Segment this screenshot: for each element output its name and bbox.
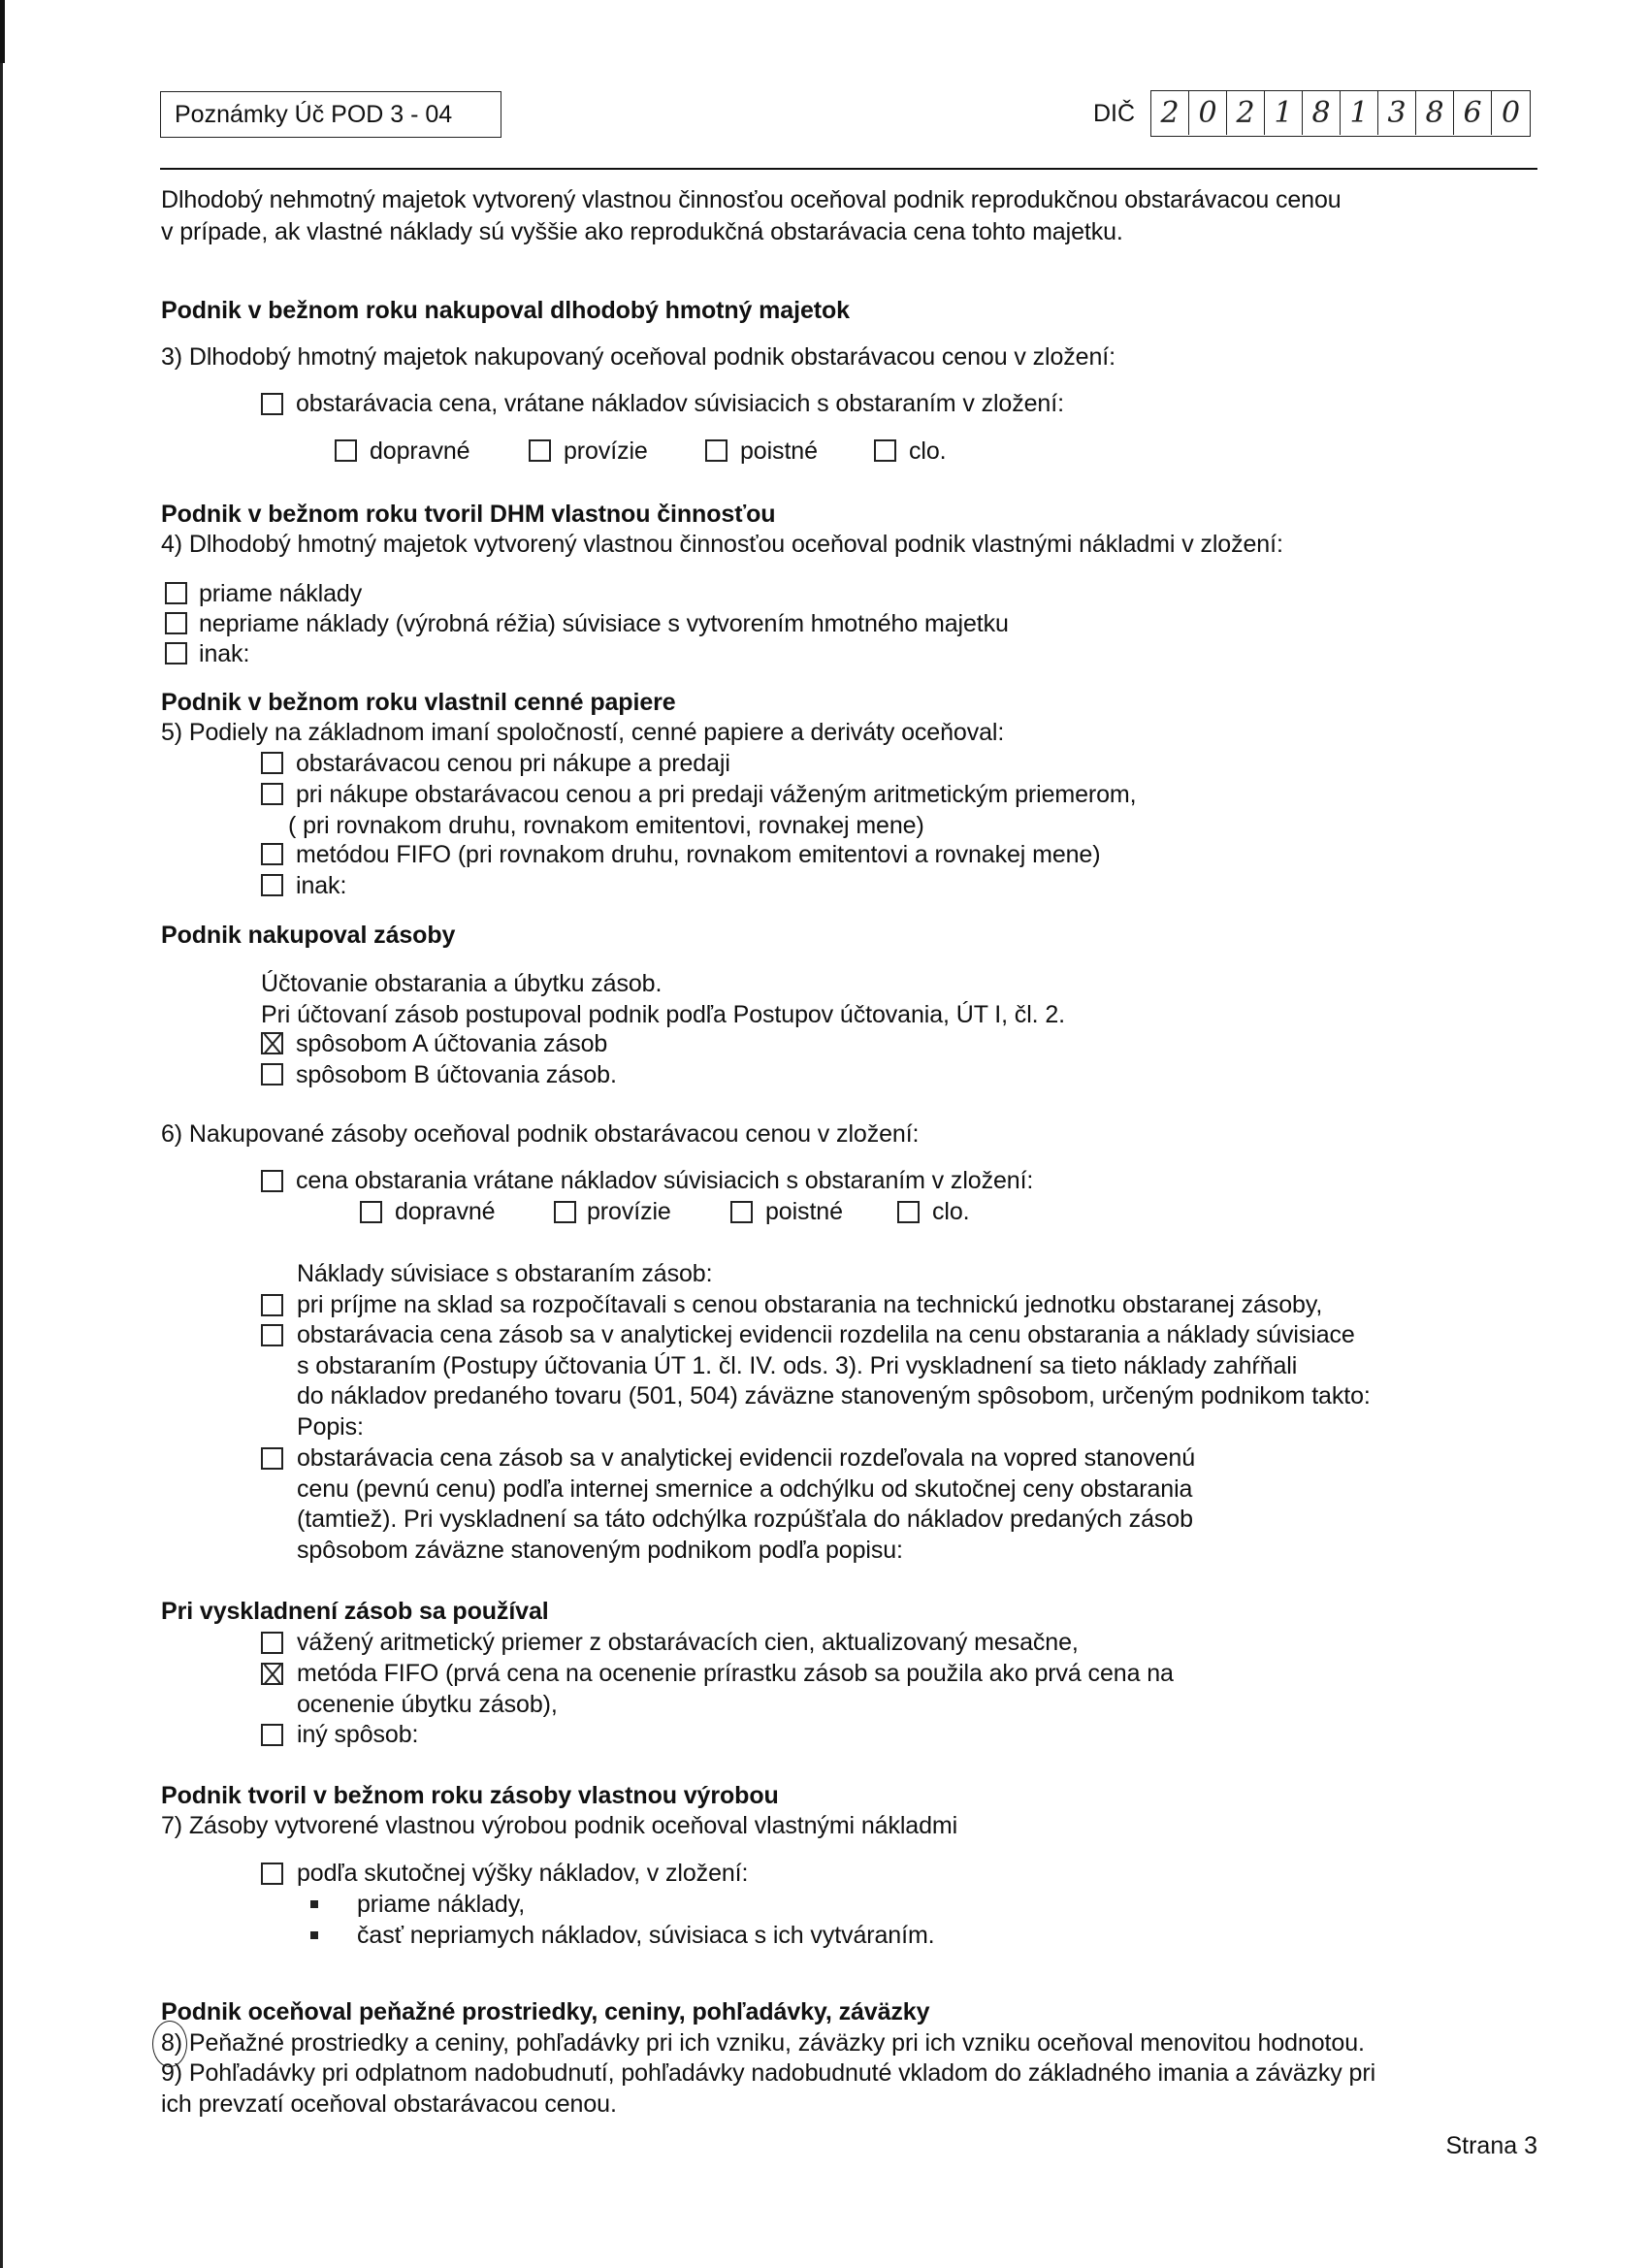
section5-option-checkbox[interactable]	[261, 783, 283, 805]
section6-cost-line: pri príjme na sklad sa rozpočítavali s cenou obstarania na technickú jednotku obstaranej zásoby,	[297, 1291, 1323, 1318]
section3-poistne-checkbox[interactable]	[705, 439, 728, 462]
dic-digit[interactable]: 8	[1303, 91, 1341, 135]
section6-cost-line: obstarávacia cena zásob sa v analytickej evidencii rozdeľovala na vopred stanovenú	[297, 1444, 1196, 1472]
section3-main-checkbox[interactable]	[261, 393, 283, 415]
section5-option-label: obstarávacou cenou pri nákupe a predaji	[296, 750, 730, 777]
section3-clo-checkbox[interactable]	[874, 439, 896, 462]
section6-poistne-checkbox[interactable]	[730, 1201, 753, 1223]
section4-option-label: inak:	[199, 640, 250, 667]
dispatch-option-checkbox[interactable]	[261, 1724, 283, 1746]
section6-cost-checkbox[interactable]	[261, 1324, 283, 1346]
section5-option-label: metódou FIFO (pri rovnakom druhu, rovnakom emitentovi a rovnakej mene)	[296, 841, 1101, 868]
section5-option-label: inak:	[296, 872, 347, 899]
section6-cost-line: spôsobom záväzne stanoveným podnikom podľa popisu:	[297, 1537, 903, 1564]
dic-digit[interactable]: 6	[1454, 91, 1492, 135]
section6-cost-checkbox[interactable]	[261, 1447, 283, 1470]
dic-digit[interactable]: 0	[1501, 96, 1521, 130]
section3-main-label: obstarávacia cena, vrátane nákladov súvisiacich s obstaraním v zložení:	[296, 390, 1064, 417]
section8-heading: Podnik oceňoval peňažné prostriedky, ceniny, pohľadávky, záväzky	[161, 1998, 930, 2025]
section3-provizie-checkbox[interactable]	[529, 439, 551, 462]
form-id-box: Poznámky Úč POD 3 - 04	[160, 91, 501, 138]
bullet-icon	[310, 1900, 318, 1908]
section5-option-checkbox[interactable]	[261, 752, 283, 774]
section3-question: 3) Dlhodobý hmotný majetok nakupovaný oceňoval podnik obstarávacou cenou v zložení:	[161, 343, 1116, 371]
dispatch-heading: Pri vyskladnení zásob sa používal	[161, 1598, 549, 1625]
section6-cost-line: s obstaraním (Postupy účtovania ÚT 1. čl. IV. ods. 3). Pri vyskladnení sa tieto náklady zahŕňali	[297, 1352, 1298, 1379]
section4-option-checkbox[interactable]	[165, 642, 187, 664]
section3-dopravne-checkbox[interactable]	[335, 439, 357, 462]
scan-edge-mark	[0, 0, 5, 63]
item-8: 8) Peňažné prostriedky a ceniny, pohľadávky pri ich vzniku, záväzky pri ich vzniku oceňoval menovitou hodnotou.	[161, 2029, 1365, 2057]
intro-line-2: v prípade, ak vlastné náklady sú vyššie ako reprodukčná obstarávacia cena tohto majetku.	[161, 218, 1123, 245]
section5-question: 5) Podiely na základnom imaní spoločností, cenné papiere a deriváty oceňoval:	[161, 719, 1005, 746]
section6-dopravne-label: dopravné	[395, 1198, 496, 1225]
header-divider	[160, 168, 1537, 170]
section5-option-checkbox[interactable]	[261, 874, 283, 896]
section6-clo-label: clo.	[932, 1198, 970, 1225]
dic-field[interactable]	[1150, 90, 1531, 137]
dispatch-option-line: iný spôsob:	[297, 1721, 419, 1748]
section6-provizie-checkbox[interactable]	[554, 1201, 576, 1223]
inventory-line-1: Účtovanie obstarania a úbytku zásob.	[261, 970, 663, 997]
dispatch-option-line: metóda FIFO (prvá cena na ocenenie prírastku zásob sa použila ako prvá cena na	[297, 1660, 1174, 1687]
inventory-option-b-checkbox[interactable]	[261, 1063, 283, 1085]
section3-dopravne-label: dopravné	[370, 437, 470, 465]
section6-cost-line: obstarávacia cena zásob sa v analytickej evidencii rozdelila na cenu obstarania a náklady súvisiace	[297, 1321, 1355, 1348]
inventory-heading: Podnik nakupoval zásoby	[161, 922, 456, 949]
dic-digit[interactable]: 8	[1416, 91, 1454, 135]
section6-cost-line: Popis:	[297, 1413, 364, 1441]
dic-digit[interactable]: 1	[1341, 91, 1378, 135]
section6-cost-line: cenu (pevnú cenu) podľa internej smernice a odchýlku od skutočnej ceny obstarania	[297, 1475, 1193, 1503]
section4-heading: Podnik v bežnom roku tvoril DHM vlastnou činnosťou	[161, 501, 776, 528]
section3-clo-label: clo.	[909, 437, 947, 465]
section6-poistne-label: poistné	[765, 1198, 843, 1225]
section5-option-checkbox[interactable]	[261, 843, 283, 865]
section4-option-checkbox[interactable]	[165, 612, 187, 634]
section3-provizie-label: provízie	[564, 437, 648, 465]
section6-question: 6) Nakupované zásoby oceňoval podnik obstarávacou cenou v zložení:	[161, 1120, 920, 1148]
section4-option-label: nepriame náklady (výrobná réžia) súvisiace s vytvorením hmotného majetku	[199, 610, 1009, 637]
section7-bullet-item: priame náklady,	[357, 1891, 526, 1918]
section6-main-checkbox[interactable]	[261, 1170, 283, 1192]
intro-line-1: Dlhodobý nehmotný majetok vytvorený vlastnou činnosťou oceňoval podnik reprodukčnou obstarávacou cenou	[161, 186, 1342, 213]
section7-heading: Podnik tvoril v bežnom roku zásoby vlastnou výrobou	[161, 1782, 779, 1809]
page-number: Strana 3	[1445, 2132, 1537, 2159]
section6-cost-checkbox[interactable]	[261, 1294, 283, 1316]
section6-costs-heading: Náklady súvisiace s obstaraním zásob:	[297, 1260, 713, 1287]
section5-heading: Podnik v bežnom roku vlastnil cenné papiere	[161, 689, 676, 716]
dispatch-option-checkbox[interactable]	[261, 1632, 283, 1654]
dic-digit[interactable]: 2	[1151, 91, 1189, 135]
section6-cost-line: do nákladov predaného tovaru (501, 504) záväzne stanoveným spôsobom, určeným podnikom takto:	[297, 1382, 1371, 1409]
dic-digit[interactable]: 0	[1189, 91, 1227, 135]
section7-question: 7) Zásoby vytvorené vlastnou výrobou podnik oceňoval vlastnými nákladmi	[161, 1812, 958, 1839]
section7-main-checkbox[interactable]	[261, 1863, 283, 1885]
dispatch-option-line: vážený aritmetický priemer z obstarávacích cien, aktualizovaný mesačne,	[297, 1629, 1079, 1656]
section6-main-label: cena obstarania vrátane nákladov súvisiacich s obstaraním v zložení:	[296, 1167, 1034, 1194]
bullet-icon	[310, 1931, 318, 1939]
item-9-line-1: 9) Pohľadávky pri odplatnom nadobudnutí, pohľadávky nadobudnuté vkladom do základného imania a záväzky pri	[161, 2059, 1376, 2087]
section7-main-label: podľa skutočnej výšky nákladov, v zložení:	[297, 1860, 749, 1887]
section6-clo-checkbox[interactable]	[897, 1201, 920, 1223]
scan-left-edge	[0, 0, 3, 2268]
section7-bullet-item: časť nepriamych nákladov, súvisiaca s ich vytváraním.	[357, 1922, 935, 1949]
dispatch-fifo-checkbox[interactable]	[261, 1663, 283, 1685]
section4-question: 4) Dlhodobý hmotný majetok vytvorený vlastnou činnosťou oceňoval podnik vlastnými nákladmi v zložení:	[161, 531, 1283, 558]
inventory-option-a-checkbox[interactable]	[261, 1032, 283, 1054]
dic-label: DIČ	[1093, 100, 1136, 127]
section6-cost-line: (tamtiež). Pri vyskladnení sa táto odchýlka rozpúšťala do nákladov predaných zásob	[297, 1506, 1193, 1533]
section6-dopravne-checkbox[interactable]	[360, 1201, 382, 1223]
dispatch-option-line: ocenenie úbytku zásob),	[297, 1691, 558, 1718]
section5-option-continuation: ( pri rovnakom druhu, rovnakom emitentovi, rovnakej mene)	[288, 812, 924, 839]
section4-option-label: priame náklady	[199, 580, 363, 607]
dic-digit[interactable]: 2	[1227, 91, 1265, 135]
section3-poistne-label: poistné	[740, 437, 818, 465]
item-9-line-2: ich prevzatí oceňoval obstarávacou cenou.	[161, 2090, 617, 2118]
section3-heading: Podnik v bežnom roku nakupoval dlhodobý hmotný majetok	[161, 297, 850, 324]
dic-digit[interactable]: 3	[1378, 91, 1416, 135]
section6-provizie-label: provízie	[587, 1198, 671, 1225]
section5-option-label: pri nákupe obstarávacou cenou a pri predaji váženým aritmetickým priemerom,	[296, 781, 1137, 808]
inventory-option-b-label: spôsobom B účtovania zásob.	[296, 1061, 617, 1088]
inventory-option-a-label: spôsobom A účtovania zásob	[296, 1030, 608, 1057]
section4-option-checkbox[interactable]	[165, 582, 187, 604]
inventory-line-2: Pri účtovaní zásob postupoval podnik podľa Postupov účtovania, ÚT I, čl. 2.	[261, 1001, 1065, 1028]
dic-digit[interactable]: 1	[1265, 91, 1303, 135]
